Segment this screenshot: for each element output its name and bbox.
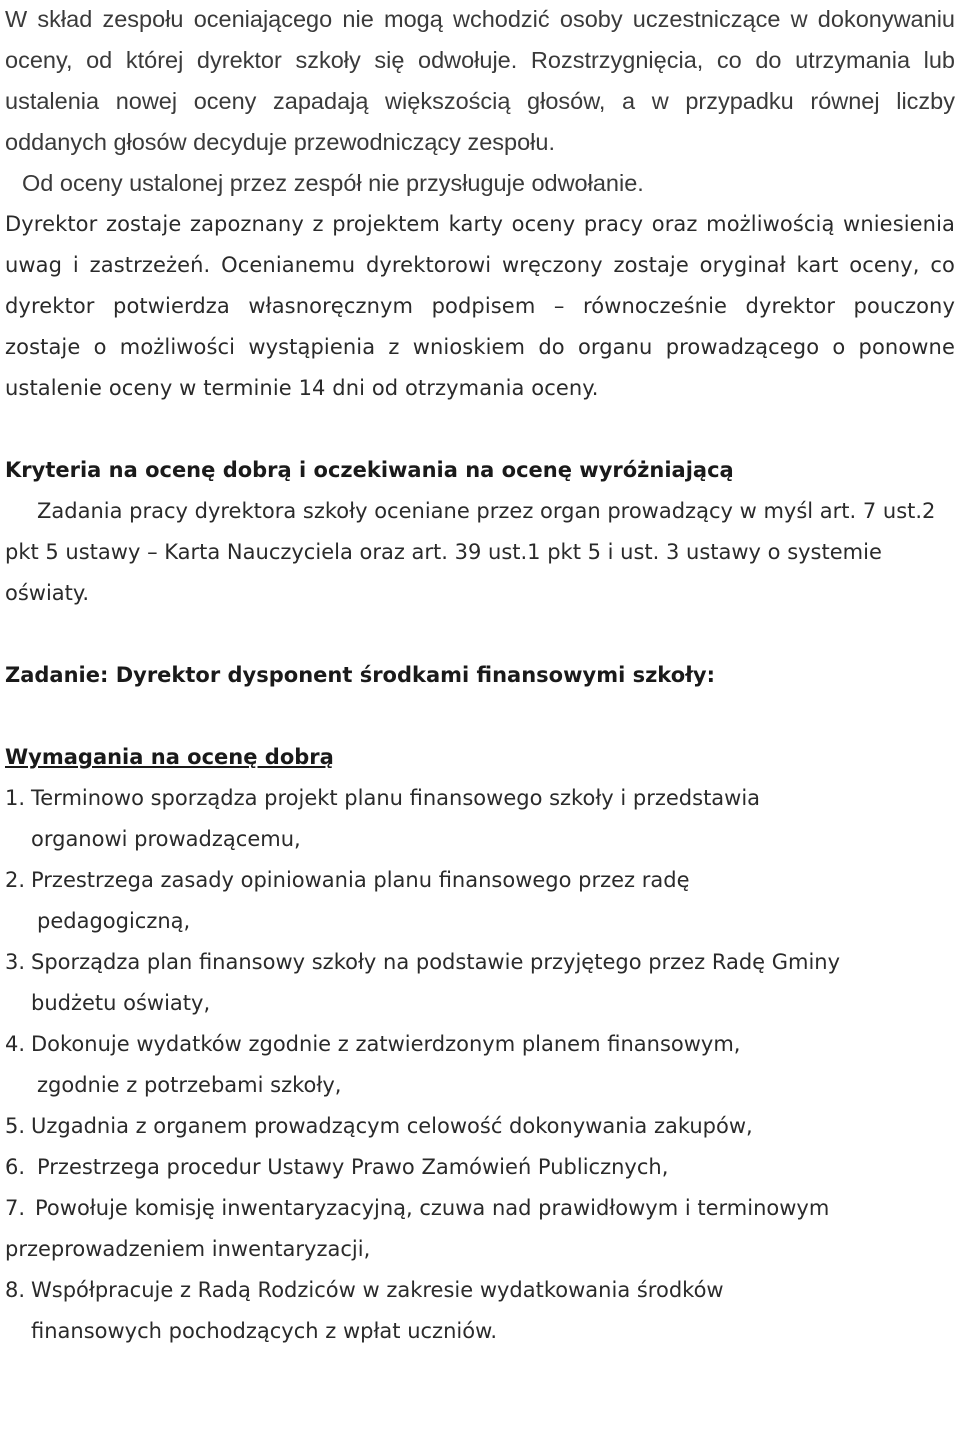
document-page [5,0,955,1352]
list-item-text: Terminowo sporządza projekt planu finansowego szkoły i przedstawia [31,786,761,810]
list-item-text: Sporządza plan finansowy szkoły na podstawie przyjętego przez Radę Gminy [31,950,841,974]
list-item-text: Dokonuje wydatków zgodnie z zatwierdzonym planem finansowym, [31,1032,741,1056]
list-item-number: 8. [5,1278,26,1302]
list-item-number: 5. [5,1114,26,1138]
list-item [5,860,955,942]
requirements-heading: Wymagania na ocenę dobrą [5,745,334,769]
list-item [5,1024,955,1106]
list-item-text: Współpracuje z Radą Rodziców w zakresie wydatkowania środków [31,1278,724,1302]
list-item [5,1188,955,1270]
list-item-continuation: pedagogiczną, [37,909,191,933]
list-item [5,1106,955,1147]
list-item-text: Powołuje komisję inwentaryzacyjną, czuwa nad prawidłowym i terminowym [35,1196,830,1220]
task-heading: Zadanie: Dyrektor dysponent środkami finansowymi szkoły: [5,663,716,687]
team-composition-paragraph: W skład zespołu oceniającego nie mogą wchodzić osoby uczestniczące w dokonywaniu oceny, od której dyrektor szkoły się odwołuje. Rozstrzygnięcia, co do utrzymania lub ustalenia nowej oceny zapadają większością głosów, a w przypadku równej liczby oddanych głosów decyduje przewodniczący zespołu. [5,6,955,155]
list-item-number: 2. [5,868,26,892]
evaluation-card-paragraph: Dyrektor zostaje zapoznany z projektem karty oceny pracy oraz możliwością wniesienia uwag i zastrzeżeń. Ocenianemu dyrektorowi wręczony zostaje oryginał kart oceny, co dyrektor potwierdza własnoręcznym podpisem – równocześnie dyrektor pouczony zostaje o możliwości wystąpienia z wnioskiem do organu prowadzącego o ponowne ustalenie oceny w terminie 14 dni od otrzymania oceny. [5,212,955,400]
list-item-continuation: organowi prowadzącemu, [31,827,301,851]
list-item-continuation: finansowych pochodzących z wpłat uczniów. [31,1319,497,1343]
list-item-continuation: przeprowadzeniem inwentaryzacji, [5,1237,371,1261]
criteria-text-content: Zadania pracy dyrektora szkoły oceniane przez organ prowadzący w myśl art. 7 ust.2 pkt 5 ustawy – Karta Nauczyciela oraz art. 39 ust.1 pkt 5 i ust. 3 ustawy o systemie oświaty. [5,499,936,605]
list-item-text: Przestrzega zasady opiniowania planu finansowego przez radę [31,868,690,892]
list-item-continuation: budżetu oświaty, [31,991,211,1015]
list-item [5,1270,955,1352]
list-item [5,778,955,860]
list-item-number: 4. [5,1032,26,1056]
list-item-number: 6. [5,1155,26,1179]
list-item [5,1147,955,1188]
criteria-heading: Kryteria na ocenę dobrą i oczekiwania na ocenę wyróżniającą [5,458,734,482]
requirements-list [5,778,955,1352]
list-item-continuation: zgodnie z potrzebami szkoły, [37,1073,342,1097]
list-item-number: 1. [5,786,26,810]
criteria-text [5,491,955,614]
list-item-text: Uzgadnia z organem prowadzącym celowość dokonywania zakupów, [31,1114,753,1138]
list-item-text: Przestrzega procedur Ustawy Prawo Zamówień Publicznych, [37,1155,669,1179]
no-appeal-statement: Od oceny ustalonej przez zespół nie przysługuje odwołanie. [22,170,644,196]
list-item [5,942,955,1024]
list-item-number: 3. [5,950,26,974]
list-item-number: 7. [5,1196,26,1220]
